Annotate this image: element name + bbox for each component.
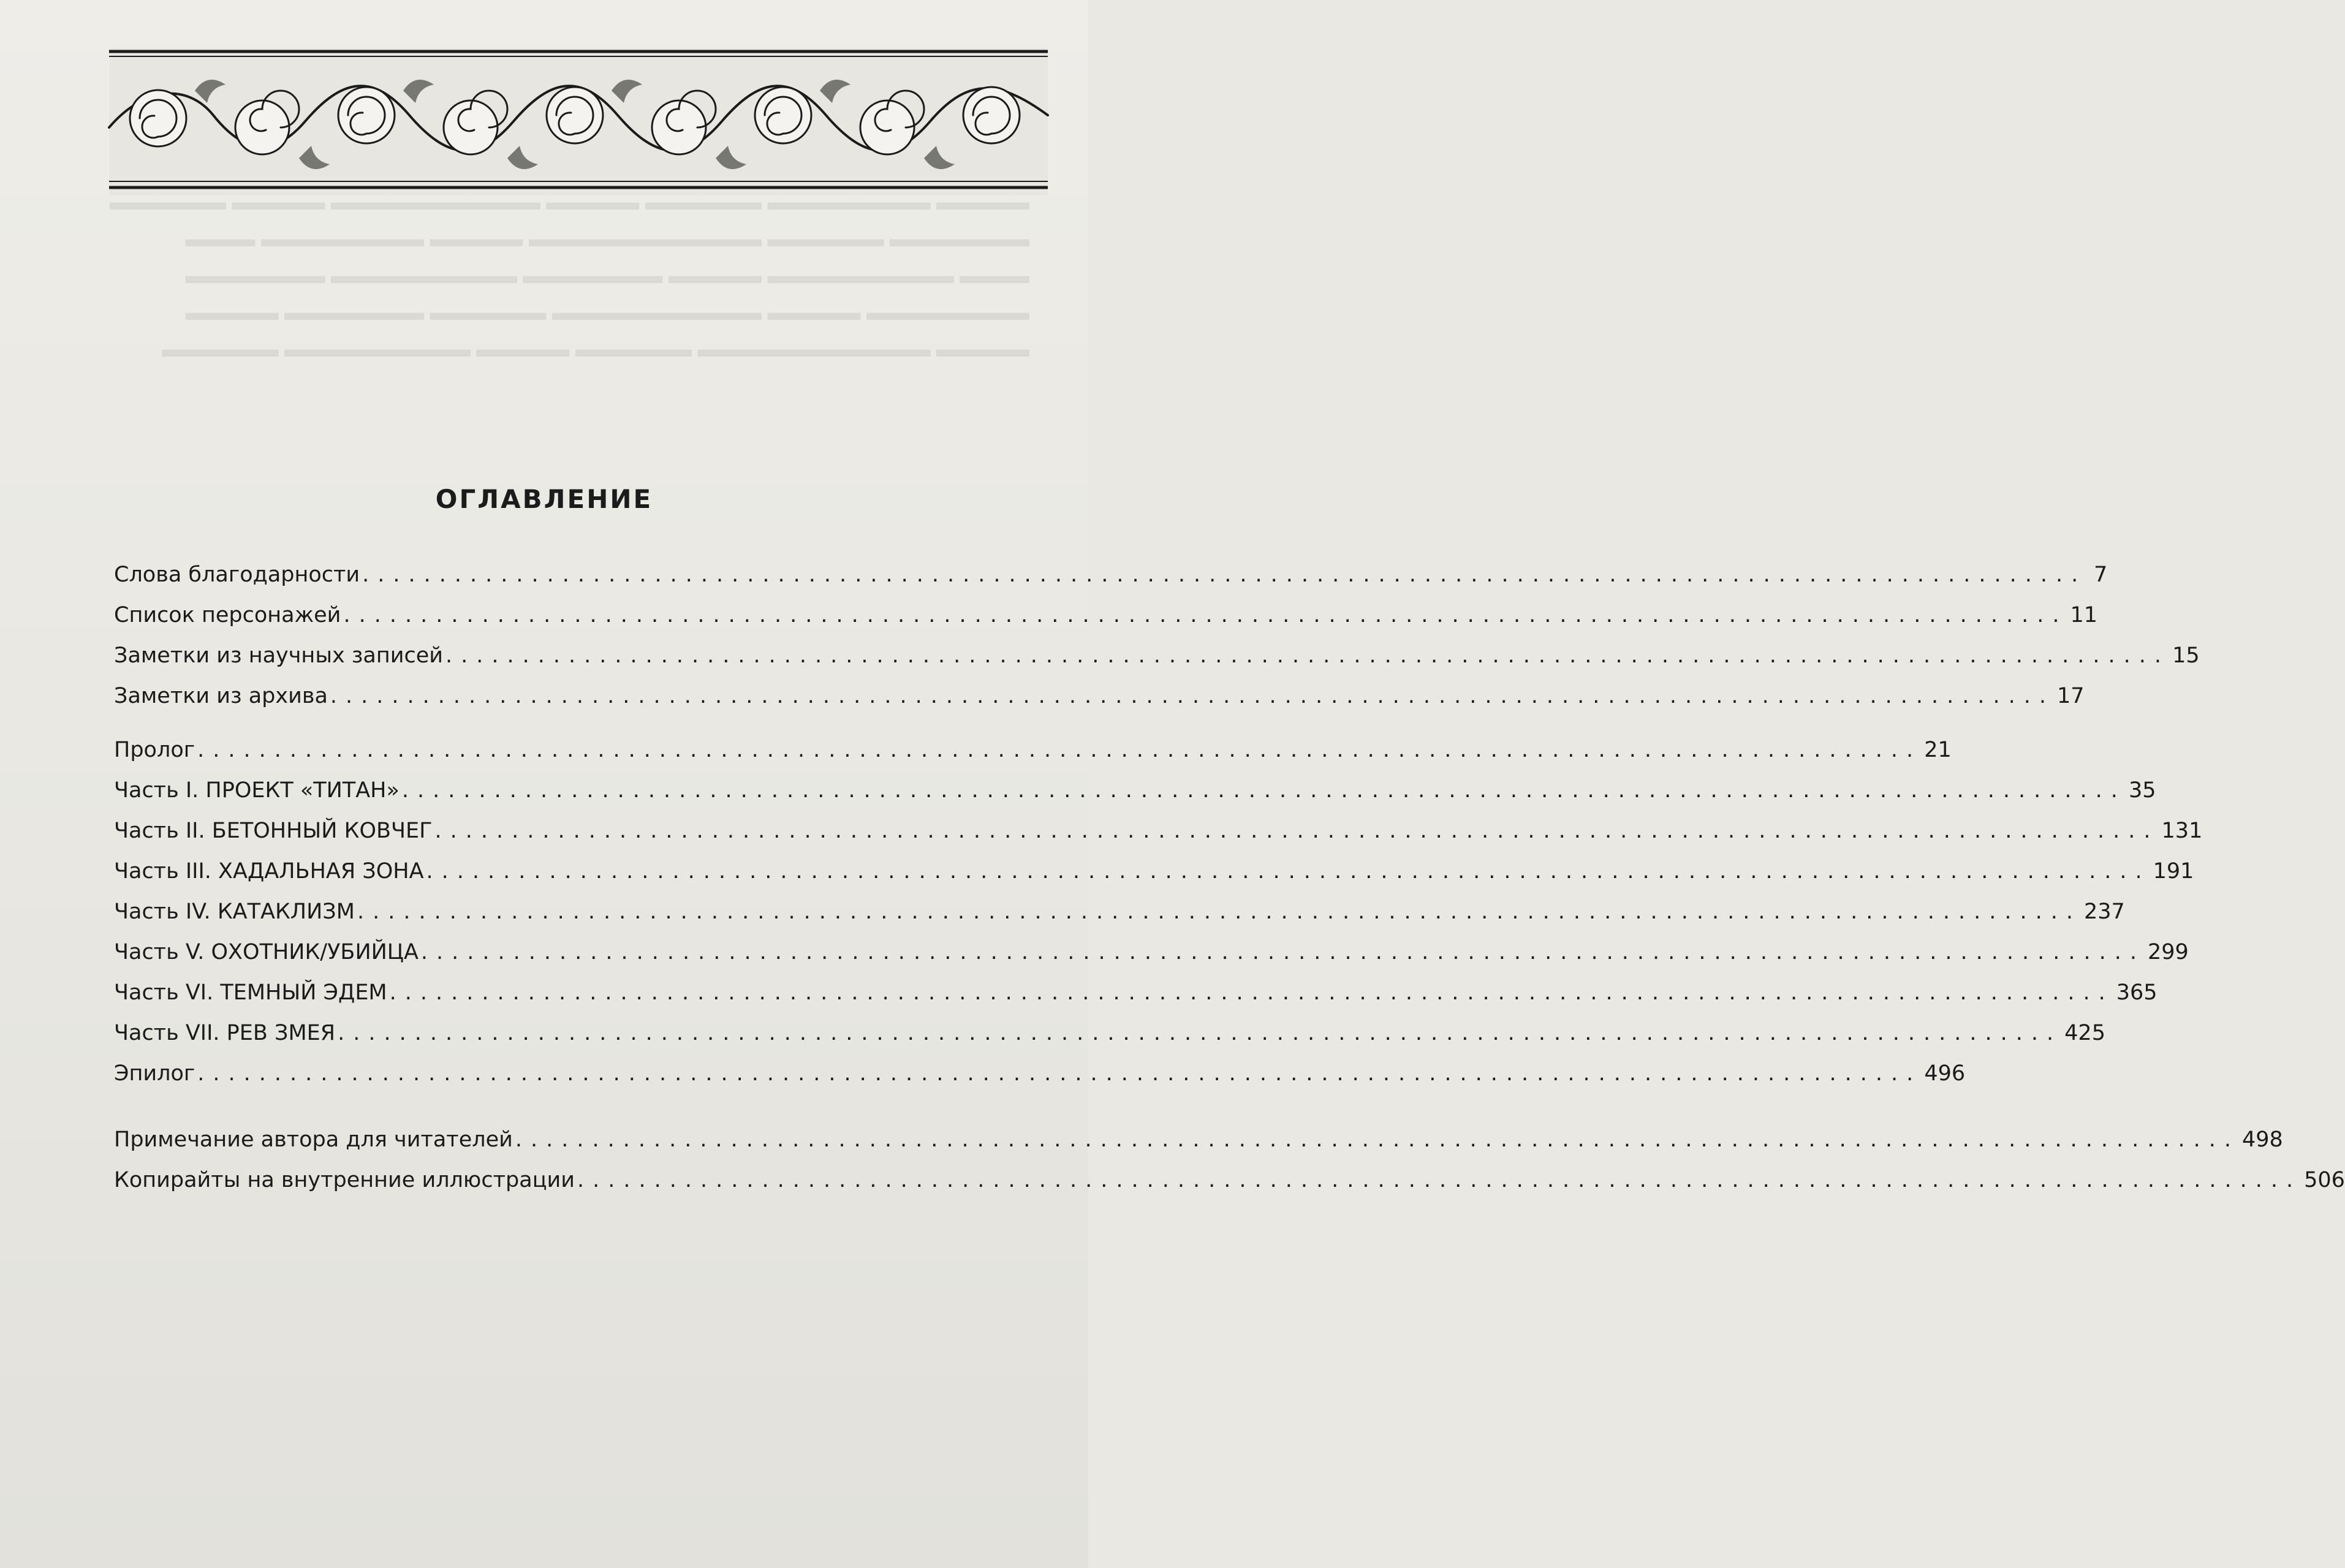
toc-entry[interactable] (114, 1168, 2345, 1208)
dot-leader: ................................................................................................................ (197, 1061, 1922, 1086)
toc-entry-page: 237 (2084, 900, 2125, 924)
toc-entry[interactable] (114, 940, 2189, 980)
toc-entry-page: 21 (1924, 738, 1952, 762)
table-of-contents (114, 562, 2345, 1208)
toc-entry-label: Слова благодарности (114, 562, 360, 587)
dot-leader: ................................................................................................................ (362, 562, 2087, 587)
toc-entry[interactable] (114, 643, 2200, 684)
toc-entry-label: Часть VI. ТЕМНЫЙ ЭДЕМ (114, 980, 387, 1005)
toc-entry[interactable] (114, 603, 2098, 643)
toc-entry-page: 496 (1924, 1061, 1966, 1086)
toc-entry-page: 506 (2304, 1168, 2345, 1192)
dot-leader: ................................................................................................................ (357, 900, 2082, 924)
toc-entry[interactable] (114, 684, 2085, 724)
toc-entry-label: Часть I. ПРОЕКТ «ТИТАН» (114, 778, 400, 803)
toc-entry-page: 498 (2241, 1127, 2283, 1152)
toc-entry[interactable] (114, 819, 2203, 859)
dot-leader: ................................................................................................................ (389, 980, 2114, 1005)
toc-entry-page: 15 (2172, 643, 2200, 668)
toc-entry[interactable] (114, 1021, 2105, 1061)
toc-entry-label: Примечание автора для читателей (114, 1127, 513, 1152)
toc-entry[interactable] (114, 562, 2108, 603)
toc-entry-page: 17 (2056, 684, 2085, 708)
toc-entry-label: Заметки из архива (114, 684, 328, 708)
toc-entry-page: 191 (2153, 859, 2194, 884)
toc-entry-label: Часть V. ОХОТНИК/УБИЙЦА (114, 940, 419, 964)
toc-entry-label: Часть III. ХАДАЛЬНАЯ ЗОНА (114, 859, 424, 884)
toc-entry-label: Часть II. БЕТОННЫЙ КОВЧЕГ (114, 819, 433, 843)
toc-entry-label: Эпилог (114, 1061, 195, 1086)
dot-leader: ................................................................................................................ (338, 1021, 2063, 1045)
toc-entry[interactable] (114, 900, 2125, 940)
dot-leader: ................................................................................................................ (197, 738, 1922, 762)
spacer (114, 1102, 1045, 1127)
dot-leader: ................................................................................................................ (426, 859, 2151, 884)
toc-entry[interactable] (114, 859, 2194, 900)
toc-entry-page: 35 (2128, 778, 2156, 803)
decorative-scroll-ornament (109, 48, 1048, 195)
toc-entry[interactable] (114, 738, 1952, 778)
toc-entry[interactable] (114, 980, 2157, 1021)
dot-leader: ................................................................................................................ (330, 684, 2055, 708)
dot-leader: ................................................................................................................ (434, 819, 2159, 843)
toc-entry[interactable] (114, 1061, 1966, 1102)
spacer (114, 724, 1045, 738)
bleed-through-texture: ▬▬▬▬ ▬▬▬▬▬▬▬ ▬▬▬▬▬ ▬▬▬▬ ▬▬▬▬▬▬▬▬▬ ▬▬▬▬ ▬▬▬▬▬ ▬▬▬▬▬▬ ▬▬▬▬▬ ▬▬▬▬▬▬▬▬▬▬ ▬▬▬▬ ▬▬▬▬▬▬▬ ▬▬▬ ▬▬▬ ▬▬▬▬▬▬▬▬ ▬▬▬▬ ▬▬▬▬▬▬ ▬▬▬▬▬▬▬▬ ▬▬▬▬▬▬ ▬▬▬▬▬▬▬ ▬▬▬▬ ▬▬▬▬▬▬▬▬▬ ▬▬▬▬▬ ▬▬▬▬▬▬ ▬▬▬▬ ▬▬▬▬ ▬▬▬▬▬▬▬▬▬▬ ▬▬▬▬▬ ▬▬▬▬ ▬▬▬▬▬▬▬▬ ▬▬▬▬▬ (110, 189, 1029, 362)
toc-entry-page: 425 (2064, 1021, 2105, 1045)
toc-entry[interactable] (114, 1127, 2283, 1168)
toc-entry-label: Заметки из научных записей (114, 643, 443, 668)
toc-entry[interactable] (114, 778, 2156, 819)
dot-leader: ................................................................................................................ (577, 1168, 2302, 1192)
toc-entry-label: Список персонажей (114, 603, 341, 627)
dot-leader: ................................................................................................................ (420, 940, 2145, 964)
toc-entry-label: Часть VII. РЕВ ЗМЕЯ (114, 1021, 336, 1045)
toc-entry-label: Копирайты на внутренние иллюстрации (114, 1168, 575, 1192)
toc-entry-label: Пролог (114, 738, 195, 762)
dot-leader: ................................................................................................................ (445, 643, 2170, 668)
toc-heading: ОГЛАВЛЕНИЕ (435, 484, 653, 514)
toc-entry-label: Часть IV. КАТАКЛИЗМ (114, 900, 355, 924)
dot-leader: ................................................................................................................ (515, 1127, 2240, 1152)
toc-entry-page: 299 (2147, 940, 2189, 964)
dot-leader: ................................................................................................................ (401, 778, 2126, 803)
dot-leader: ................................................................................................................ (343, 603, 2068, 627)
toc-entry-page: 11 (2070, 603, 2098, 627)
toc-entry-page: 365 (2116, 980, 2157, 1005)
toc-entry-page: 7 (2093, 562, 2108, 587)
toc-entry-page: 131 (2161, 819, 2203, 843)
